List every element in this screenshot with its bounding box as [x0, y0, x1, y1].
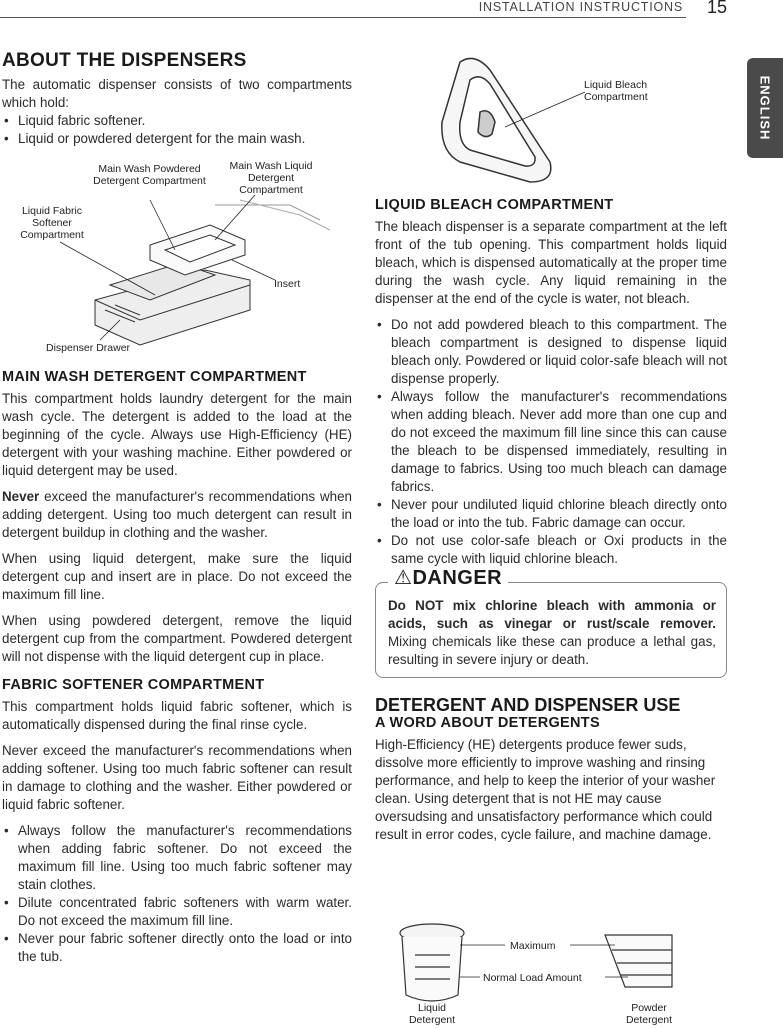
warning-triangle-icon: ⚠: [394, 567, 413, 589]
main-wash-heading: MAIN WASH DETERGENT COMPARTMENT: [2, 369, 307, 385]
never-emphasis: Never: [2, 489, 40, 504]
danger-rest-text: Mixing chemicals like these can produce a lethal gas, resulting in severe injury or death.: [388, 634, 716, 667]
powder-detergent-label: Powder Detergent: [625, 1002, 673, 1026]
bleach-compartment-illustration: [430, 52, 680, 192]
softener-compartment-label: Liquid Fabric Softener Compartment: [20, 205, 84, 241]
softener-bullets: [2, 822, 352, 966]
about-bullet: • Liquid fabric softener.: [2, 112, 352, 130]
about-intro: The automatic dispenser consists of two compartments which hold:: [2, 77, 352, 110]
insert-label: Insert: [274, 278, 301, 290]
danger-text: [388, 597, 716, 669]
about-bullet: • Liquid or powdered detergent for the main wash.: [2, 130, 352, 148]
drawer-label: Dispenser Drawer: [46, 342, 131, 354]
softener-bullet: • Never pour fabric softener directly onto the load or into the tub.: [2, 930, 352, 966]
softener-bullet: • Always follow the manufacturer's recommendations when adding fabric softener. Do not exceed the maximum fill line. Using too much fabric softener may stain clothes.: [2, 822, 352, 894]
detergent-use-heading: DETERGENT AND DISPENSER USE: [375, 695, 681, 715]
left-column-lower: [2, 368, 352, 972]
bleach-heading: LIQUID BLEACH COMPARTMENT: [375, 197, 614, 213]
bleach-bullets: [375, 316, 727, 568]
language-tab: [747, 58, 783, 158]
danger-bold-text: Do NOT mix chlorine bleach with ammonia or acids, such as vinegar or rust/scale remover.: [388, 598, 716, 631]
bleach-bullet: • Never pour undiluted liquid chlorine bleach directly onto the load or into the tub. Fabric damage can occur.: [375, 496, 727, 532]
maximum-label: Maximum: [510, 940, 556, 952]
header-rule: [0, 17, 686, 18]
about-heading: ABOUT THE DISPENSERS: [2, 50, 247, 71]
bleach-compartment-label: Liquid Bleach Compartment: [584, 79, 648, 103]
liquid-compartment-label: Main Wash Liquid Detergent Compartment: [229, 160, 313, 196]
page-number: 15: [707, 0, 728, 17]
dispenser-drawer-figure: [0, 160, 355, 360]
detergent-p1: High-Efficiency (HE) detergents produce fewer suds, dissolve more efficiently to improve washing and rinsing performance, and help to keep the interior of your washer clean. Using detergent that is not HE may cause oversudsing and unsatisfactory performance which could result in error codes, cycle failure, and machine damage.: [375, 737, 716, 842]
language-tab-label: ENGLISH: [757, 75, 773, 141]
bleach-figure: [430, 52, 680, 192]
softener-heading: FABRIC SOFTENER COMPARTMENT: [2, 677, 265, 693]
main-wash-p3: When using liquid detergent, make sure the liquid detergent cup and insert are in place. Do not exceed the maximum fill line.: [2, 551, 352, 602]
main-wash-p1: This compartment holds laundry detergent for the main wash cycle. The detergent is added to the load at the beginning of the cycle. Always use High-Efficiency (HE) detergent with your washing machine. Either powdered or liquid detergent may be used.: [2, 391, 352, 478]
bleach-bullet: • Do not use color-safe bleach or Oxi products in the same cycle with liquid chlorine bleach.: [375, 532, 727, 568]
main-wash-p4: When using powdered detergent, remove the liquid detergent cup from the compartment. Powdered detergent will not dispense with the liquid detergent cup in place.: [2, 613, 352, 664]
right-column: [375, 196, 727, 852]
softener-p2: Never exceed the manufacturer's recommendations when adding softener. Using too much fabric softener can result in damage to clothing and the washer. Either powdered or liquid fabric softener.: [2, 743, 352, 812]
detergent-subheading: A WORD ABOUT DETERGENTS: [375, 715, 600, 731]
normal-load-label: Normal Load Amount: [483, 972, 582, 984]
powder-compartment-label: Main Wash Powdered Detergent Compartment: [93, 163, 206, 187]
running-header-title: INSTALLATION INSTRUCTIONS: [478, 0, 683, 14]
softener-p1: This compartment holds liquid fabric softener, which is automatically dispensed during the final rinse cycle.: [2, 699, 352, 732]
main-wash-p2: [2, 488, 352, 542]
bleach-p1: The bleach dispenser is a separate compartment at the left front of the tub opening. This compartment holds liquid bleach, which is dispensed automatically at the proper time during the wash cycle. Any liquid remaining in the dispenser at the end of the cycle is water, not bleach.: [375, 219, 727, 306]
danger-title-text: DANGER: [412, 567, 503, 589]
bleach-bullet: • Always follow the manufacturer's recommendations when adding bleach. Never add more than one cup and do not exceed the maximum fill line since this can cause the bleach to be dispensed immediately, resulting in damage to fabrics. Using too much bleach can damage fabrics.: [375, 388, 727, 496]
bleach-bullet: • Do not add powdered bleach to this compartment. The bleach compartment is designed to dispense liquid bleach only. Powdered or liquid color-safe bleach will not dispense properly.: [375, 316, 727, 388]
left-column: [2, 52, 352, 154]
main-wash-p2-text: exceed the manufacturer's recommendations when adding detergent. Using too much detergent can result in detergent buildup in clothing and the washer.: [2, 489, 352, 540]
about-bullets: [2, 112, 352, 148]
softener-bullet: • Dilute concentrated fabric softeners with warm water. Do not exceed the maximum fill line.: [2, 894, 352, 930]
danger-callout: [375, 567, 727, 678]
liquid-detergent-label: Liquid Detergent: [408, 1002, 456, 1026]
detergent-cup-figure: [390, 915, 690, 1028]
danger-title: [388, 569, 508, 587]
